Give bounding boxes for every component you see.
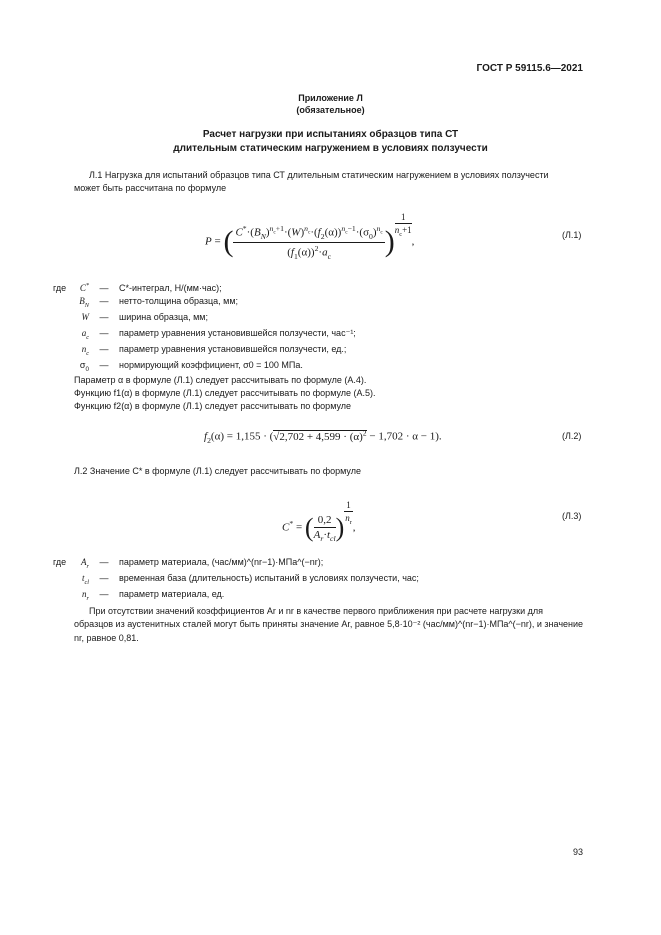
equation-l2-number: (Л.2) <box>562 431 582 441</box>
def-desc: нормирующий коэффициент, σ0 = 100 МПа. <box>119 360 303 370</box>
def-row: где C* — C*-интеграл, Н/(мм·час); <box>53 282 222 293</box>
equation-l3: C* = ( $\frac{0,2}{A_r\cdot t_{cl}}$ ) $^{\frac{1}{n_r}}$ , <box>282 500 356 543</box>
para-l2: Л.2 Значение C* в формуле (Л.1) следует рассчитывать по формуле <box>74 466 361 476</box>
def-desc: временная база (длительность) испытаний в условиях ползучести, час; <box>119 573 419 583</box>
appendix-status: (обязательное) <box>296 105 365 115</box>
para-l1-line1: Л.1 Нагрузка для испытаний образцов типа СТ длительным статическим нагружением в условиях ползучести <box>89 170 549 180</box>
final-para-line3: nr, равное 0,81. <box>74 633 139 643</box>
final-para-line1: При отсутствии значений коэффициентов Ar и nr в качестве первого приближения при расчете нагрузки для <box>89 606 543 616</box>
equation-l1: P = ( $\frac{C^*\cdot(B_N)^{n_c+1}\cdot(W)^{n_c}\cdot(f_2(\alpha))^{n_c-1}\cdot(\sigma_0)^{n_c}}{(f_1(\alpha))^2\cdot a_c}$ ) $^{\frac{1}{n_c+1}}$ , <box>205 212 415 261</box>
def-lead: где <box>53 557 67 567</box>
standard-number: ГОСТ Р 59115.6—2021 <box>476 63 583 74</box>
equation-l2: $f_2(\alpha) = 1,155 \cdot (√2,702 + 4,599 \cdot (\alpha)^2 - 1,702 \cdot \alpha - 1)$. <box>204 428 442 445</box>
def-desc: нетто-толщина образца, мм; <box>119 296 239 306</box>
def-row: $B_N$ — нетто-толщина образца, мм; <box>79 296 239 309</box>
note-line: Параметр α в формуле (Л.1) следует рассчитывать по формуле (А.4). <box>74 375 367 385</box>
section-title-line2: длительным статическим нагружением в условиях ползучести <box>173 143 488 154</box>
para-l1-line2: может быть рассчитана по формуле <box>74 183 227 193</box>
def-desc: параметр уравнения установившейся ползучести, ед.; <box>119 344 347 354</box>
section-title-line1: Расчет нагрузки при испытаниях образцов типа СТ <box>202 129 459 140</box>
appendix-title: Приложение Л <box>298 93 363 103</box>
def-desc: параметр материала, ед. <box>119 589 225 599</box>
note-line: Функцию f1(α) в формуле (Л.1) следует рассчитывать по формуле (А.5). <box>74 388 376 398</box>
def-desc: параметр уравнения установившейся ползучести, час⁻¹; <box>119 328 356 338</box>
def-row: где $A_r$ — параметр материала, (час/мм)^(nr−1)·МПа^(−nr); <box>53 557 324 570</box>
def-desc: ширина образца, мм; <box>119 312 208 322</box>
def-row: $n_c$ — параметр уравнения установившейся ползучести, ед.; <box>81 344 347 357</box>
def-row: $t_{cl}$ — временная база (длительность) испытаний в условиях ползучести, час; <box>81 573 419 586</box>
note-line: Функцию f2(α) в формуле (Л.1) следует рассчитывать по формуле <box>74 401 352 411</box>
def-lead: где <box>53 283 67 293</box>
final-para-line2: образцов из аустенитных сталей могут быть приняты значение Ar, равное 5,8·10⁻² (час/мм)^(nr−1)·МПа^(−nr), и значение <box>74 619 584 629</box>
page-number: 93 <box>572 847 583 857</box>
equation-l1-number: (Л.1) <box>562 230 582 240</box>
equation-l3-number: (Л.3) <box>562 511 582 521</box>
def-row: $\sigma_0$ — нормирующий коэффициент, σ0 = 100 МПа. <box>79 360 303 373</box>
def-desc: параметр материала, (час/мм)^(nr−1)·МПа^(−nr); <box>119 557 324 567</box>
def-row: $n_r$ — параметр материала, ед. <box>82 589 225 602</box>
def-row: $a_c$ — параметр уравнения установившейся ползучести, час⁻¹; <box>81 328 356 341</box>
def-desc: C*-интеграл, Н/(мм·час); <box>119 283 222 293</box>
def-row: W — ширина образца, мм; <box>81 312 208 322</box>
